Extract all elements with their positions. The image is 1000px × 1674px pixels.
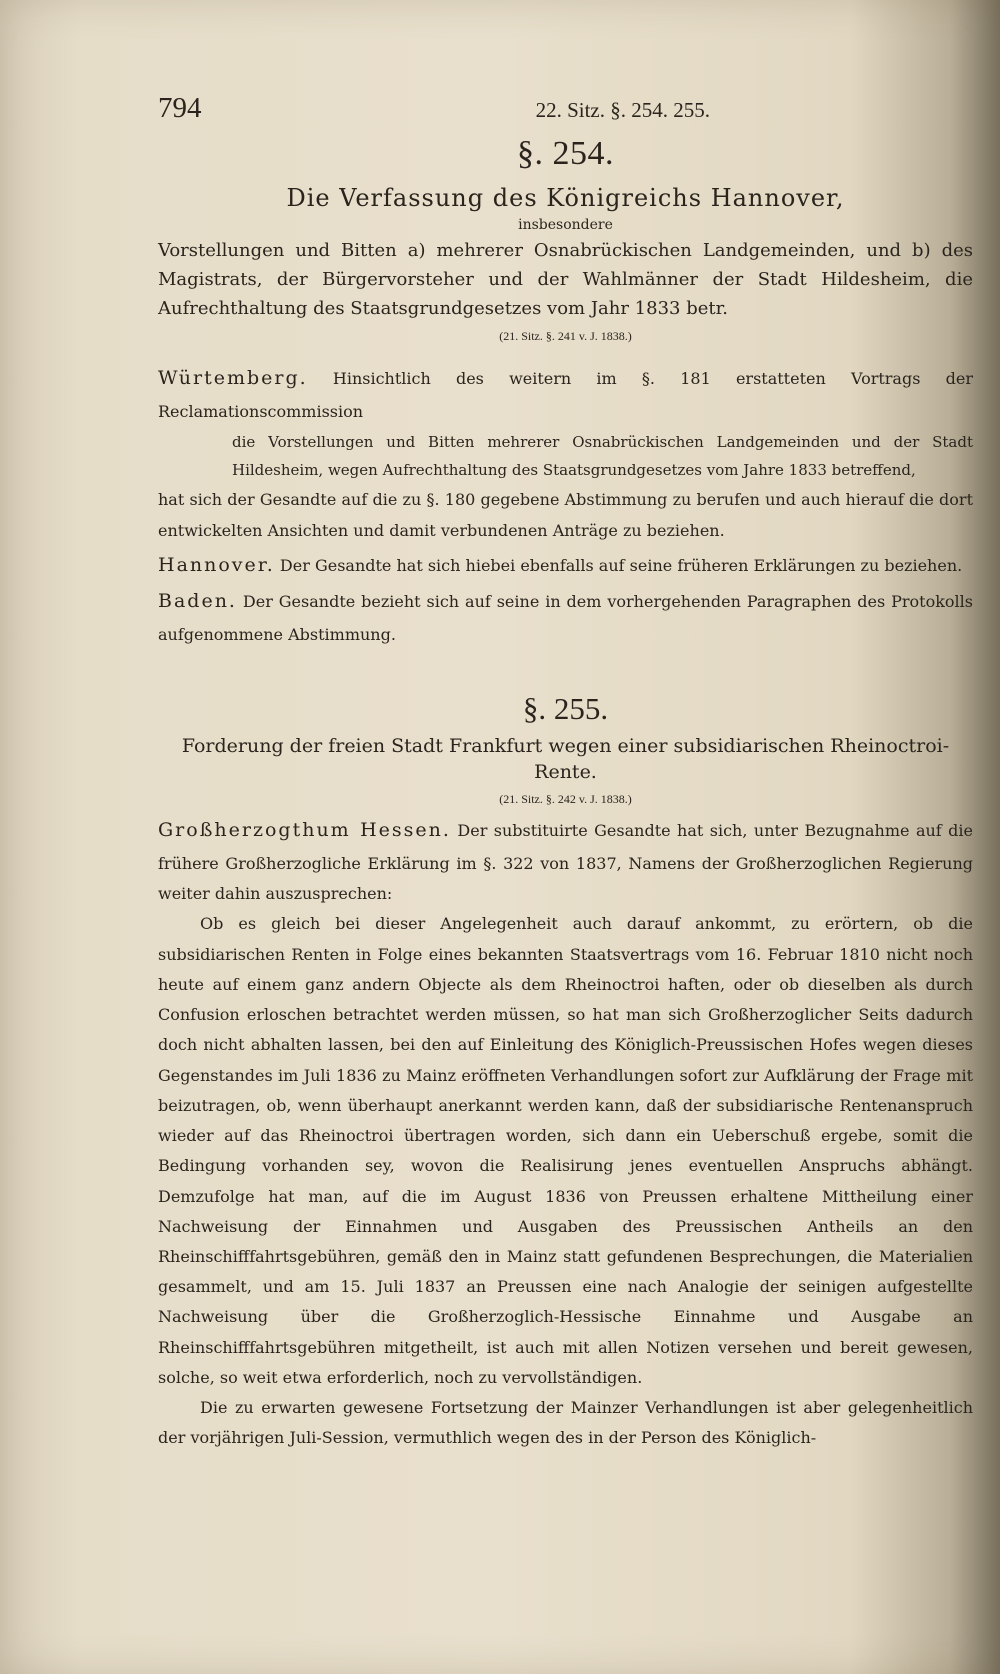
hessen-text: Der substituirte Gesandte hat sich, unter Bezugnahme auf die frühere Großherzogliche Erklärung im §. 322 von 1837, Namens der Großherzoglichen Regierung weiter dahin auszusprechen: [158, 821, 973, 904]
hessen-vote [158, 813, 973, 909]
quoted-petition-block: die Vorstellungen und Bitten mehrerer Osnabrückischen Landgemeinden und der Stadt Hildesheim, wegen Aufrechthaltung des Staatsgrundgesetzes vom Jahre 1833 betreffend, [232, 432, 973, 480]
hessen-paragraph-1: Ob es gleich bei dieser Angelegenheit auch darauf ankommt, zu erörtern, ob die subsidiarischen Renten in Folge eines bekannten Staatsvertrags vom 16. Februar 1810 nicht noch heute auf einem ganz andern Objecte als dem Rheinoctroi haften, oder ob dieselben als durch Confusion erloschen betrachtet werden müssen, so hat man sich Großherzoglicher Seits dadurch doch nicht abhalten lassen, bei den auf Einleitung des Königlich-Preussischen Hofes wegen dieses Gegenstandes im Juli 1836 zu Mainz eröffneten Verhandlungen sofort zur Aufklärung der Frage mit beizutragen, ob, wenn überhaupt anerkannt werden kann, daß der subsidiarische Rentenanspruch wieder auf das Rheinoctroi übertragen worden, sich dann ein Ueberschuß ergebe, somit die Bedingung vorhanden sey, wovon die Realisirung jenes eventuellen Anspruchs abhängt. Demzufolge hat man, auf die im August 1836 von Preussen erhaltene Mittheilung einer Nachweisung der Einnahmen und Ausgaben des Preussischen Antheils an den Rheinschifffahrtsgebühren, gemäß den in Mainz statt gefundenen Besprechungen, die Materialien gesammelt, und am 15. Juli 1837 an Preussen eine nach Analogie der seinigen aufgestellte Nachweisung über die Großherzoglich-Hessische Einnahme und Ausgabe an Rheinschifffahrtsgebühren mitgetheilt, ist auch mit allen Notizen versehen und bereit gewesen, solche, so weit etwa erforderlich, noch zu vervollständigen. [158, 914, 973, 1387]
section-254-description: Vorstellungen und Bitten a) mehrerer Osnabrückischen Landgemeinden, und b) des Magistrats, der Bürgervorsteher und der Wahlmänner der Stadt Hildesheim, die Aufrechthaltung des Staatsgrundgesetzes vom Jahr 1833 betr. [158, 240, 973, 319]
baden-vote [158, 583, 973, 651]
hessen-paragraph-2: Die zu erwarten gewesene Fortsetzung der Mainzer Verhandlungen ist aber gelegenheitlich der vorjährigen Juli-Session, vermuthlich wegen des in der Person des Königlich- [158, 1398, 973, 1448]
wuertemberg-conclusion: hat sich der Gesandte auf die zu §. 180 gegebene Abstimmung zu berufen und auch hierauf die dort entwickelten Ansichten und damit verbundenen Anträge zu beziehen. [158, 489, 973, 540]
running-title: 22. Sitz. §. 254. 255. [535, 98, 710, 122]
wuertemberg-vote [158, 360, 973, 428]
page-text-area [158, 92, 973, 1454]
page-number: 794 [158, 92, 202, 124]
speaker-wuertemberg: Würtemberg. [158, 367, 308, 390]
speaker-baden: Baden. [158, 590, 237, 613]
section-255-number: §. 255. [522, 690, 609, 726]
section-254-reference: (21. Sitz. §. 241 v. J. 1838.) [499, 329, 632, 344]
hannover-vote [158, 547, 973, 584]
baden-text: Der Gesandte bezieht sich auf seine in dem vorhergehenden Paragraphen des Protokolls aufgenommene Abstimmung. [158, 592, 973, 644]
running-header [158, 92, 718, 125]
section-254-number: §. 254. [517, 135, 614, 172]
hannover-text: Der Gesandte hat sich hiebei ebenfalls auf seine früheren Erklärungen zu beziehen. [279, 555, 963, 575]
section-255-title: Forderung der freien Stadt Frankfurt wegen einer subsidiarischen Rheinoctroi-Rente. [181, 734, 950, 784]
section-254-subtitle: insbesondere [518, 217, 613, 233]
wuertemberg-text: Hinsichtlich des weitern im §. 181 erstatteten Vortrags der Reclamationscommission [158, 369, 973, 422]
speaker-hannover: Hannover. [158, 553, 275, 576]
section-254-title: Die Verfassung des Königreichs Hannover, [286, 184, 845, 212]
speaker-hessen: Großherzogthum Hessen. [158, 819, 451, 842]
section-255-reference: (21. Sitz. §. 242 v. J. 1838.) [499, 792, 632, 807]
